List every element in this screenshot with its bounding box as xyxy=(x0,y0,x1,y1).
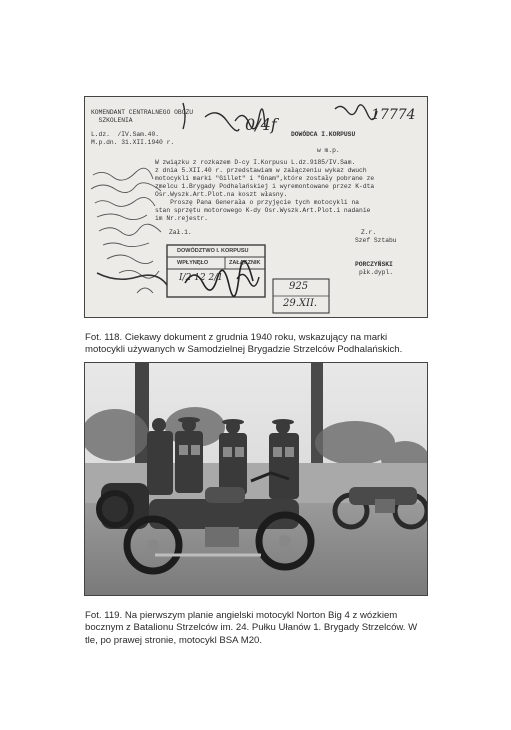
stamp-number: 925 xyxy=(289,281,309,292)
stamp-handwritten-number: I/2 12 2/1 xyxy=(179,273,223,283)
document-body: W związku z rozkazem D-cy I.Korpusu L.dz.9185/IV.Sam. z dnia 5.XII.40 r. przedstawiam w załączeniu wykaz dwuch motocykli marki "Gillet" i "Gnam",które zostały pobrane ze zmelcu 1.Brygady Podhalańskiej i wyremontowane przez K-dta Osr.Wyszk.Art.Plot.na koszt własny. Proszę Pana Generała o przyjęcie tych motocykli na stan sprzętu motorowego K-dy Osr.Wyszk.Art.Plot.i nadanie im Nr.rejestr. xyxy=(155,159,375,222)
document-addressee: DOWÓDCA I.KORPUSU xyxy=(291,131,356,138)
document-attachment: Zał.1. xyxy=(169,229,192,236)
document-hand-number: 0/4f xyxy=(245,115,277,134)
document-photo xyxy=(84,96,428,318)
figure-118-caption: Fot. 118. Ciekawy dokument z grudnia 1940 roku, wskazujący na marki motocykli używanych w Samodzielnej Brygadzie Strzelców Podhalańskich. xyxy=(85,331,403,356)
document-place-date: M.p.dn. 31.XII.1940 r. xyxy=(91,139,175,146)
motorcycle-photo xyxy=(84,362,428,596)
document-file-number: L.dz. /IV.Sam.40. xyxy=(91,131,160,138)
stamp-date: 29.XII. xyxy=(283,298,318,309)
document-signature-name: PORCZYŃSKI xyxy=(355,261,393,268)
document-top-number: 17774 xyxy=(371,107,416,123)
document-signature-za: Z.r. xyxy=(361,229,377,236)
stamp-line2: WPŁYNĘŁO xyxy=(177,260,209,266)
document-signature-rank: płk.dypl. xyxy=(359,269,394,276)
document-signature-role: Szef Sztabu xyxy=(355,237,397,244)
document-addressee-place: w m.p. xyxy=(317,147,340,154)
figure-119-caption: Fot. 119. Na pierwszym planie angielski motocykl Norton Big 4 z wózkiem bocznym z Batalionu Strzelców im. 24. Pułku Ułanów 1. Brygady Strzelców. W tle, po prawej stronie, motocykl BSA M20. xyxy=(85,609,418,646)
stamp-line1: DOWÓDZTWO I. KORPUSU xyxy=(177,248,249,254)
document-sender: KOMENDANT CENTRALNEGO OBOZU SZKOLENIA xyxy=(91,109,194,124)
stamp-line3: ZAŁĄCZNIK xyxy=(229,260,261,266)
motorcycle-photo-art xyxy=(85,363,427,595)
